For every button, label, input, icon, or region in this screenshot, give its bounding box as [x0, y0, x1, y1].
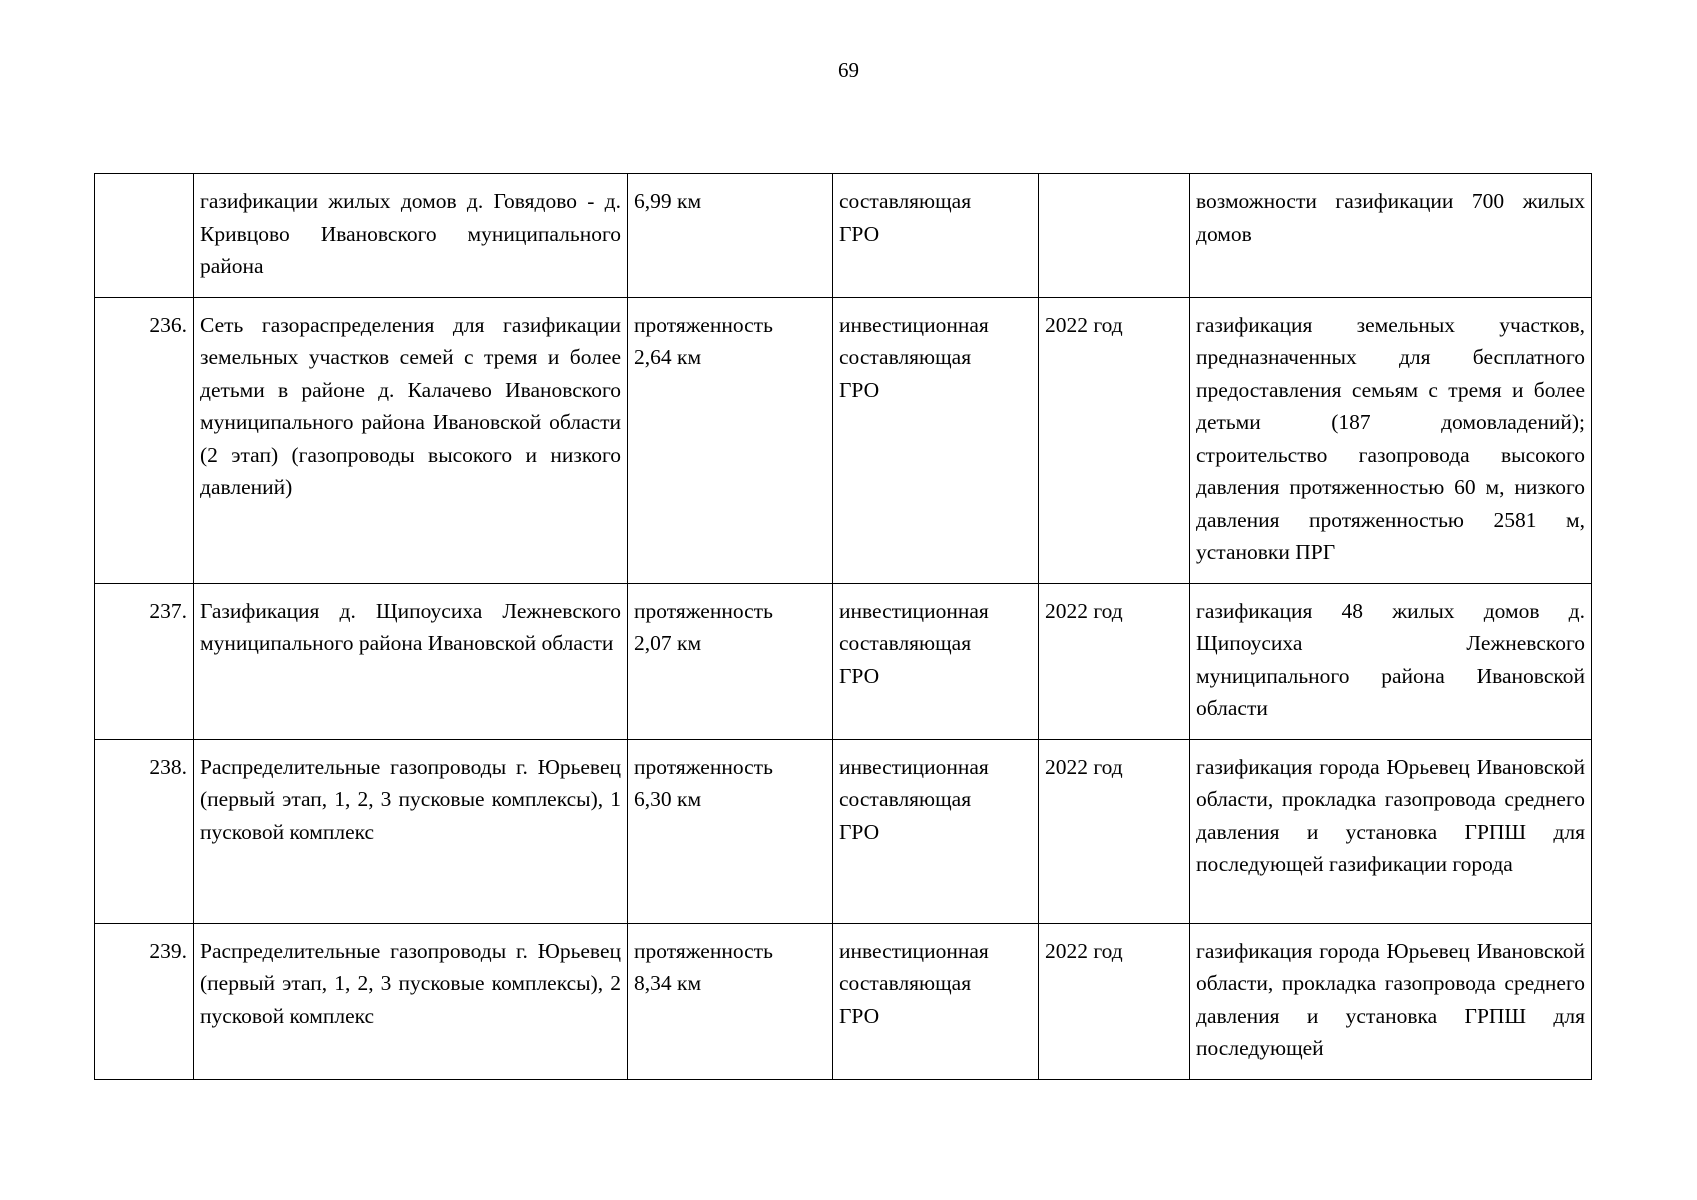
length-value: 2,64 км: [634, 345, 702, 369]
source-line: инвестиционная: [839, 598, 989, 623]
length-cell: [628, 583, 833, 739]
row-number-cell: 239.: [95, 923, 194, 1079]
table-row: [95, 174, 1592, 298]
length-label: протяженность: [634, 598, 773, 623]
source-line: составляющая: [839, 189, 972, 213]
source-line: ГРО: [839, 819, 880, 844]
length-label: протяженность: [634, 938, 773, 963]
result-cell: газификация 48 жилых домов д. Щипоусиха Лежневского муниципального района Ивановской области: [1190, 583, 1592, 739]
object-name-cell: Распределительные газопроводы г. Юрьевец (первый этап, 1, 2, 3 пусковые комплексы), 1 пусковой комплекс: [194, 739, 628, 923]
object-name-cell: Распределительные газопроводы г. Юрьевец (первый этап, 1, 2, 3 пусковые комплексы), 2 пусковой комплекс: [194, 923, 628, 1079]
length-cell: [628, 174, 833, 298]
source-line: ГРО: [839, 377, 880, 402]
source-line: составляющая: [839, 631, 972, 655]
source-line: инвестиционная: [839, 312, 989, 337]
page-number: 69: [838, 58, 859, 82]
source-line: инвестиционная: [839, 754, 989, 779]
funding-source-cell: [833, 739, 1039, 923]
object-name-cell: Газификация д. Щипоусиха Лежневского муниципального района Ивановской области: [194, 583, 628, 739]
funding-source-cell: [833, 923, 1039, 1079]
year-cell: 2022 год: [1039, 923, 1190, 1079]
funding-source-cell: [833, 583, 1039, 739]
table-row: [95, 297, 1592, 583]
row-number-cell: [95, 174, 194, 298]
length-label: протяженность: [634, 754, 773, 779]
length-value: 2,07 км: [634, 631, 702, 655]
source-line: ГРО: [839, 221, 880, 246]
source-line: ГРО: [839, 663, 880, 688]
length-cell: [628, 739, 833, 923]
year-cell: [1039, 174, 1190, 298]
length-value: 8,34 км: [634, 971, 702, 995]
funding-source-cell: [833, 174, 1039, 298]
result-cell: газификация земельных участков, предназначенных для бесплатного предоставления семьям с тремя и более детьми (187 домовладений); строительство газопровода высокого давления протяженностью 60 м, низкого давления протяженностью 2581 м, установки ПРГ: [1190, 297, 1592, 583]
year-cell: 2022 год: [1039, 297, 1190, 583]
object-name-cell: Сеть газораспределения для газификации земельных участков семей с тремя и более детьми в районе д. Калачево Ивановского муниципального района Ивановской области (2 этап) (газопроводы высокого и низкого давлений): [194, 297, 628, 583]
table-row: [95, 923, 1592, 1079]
source-line: составляющая: [839, 971, 972, 995]
year-cell: 2022 год: [1039, 739, 1190, 923]
length-label: протяженность: [634, 312, 773, 337]
object-name-cell: газификации жилых домов д. Говядово - д. Кривцово Ивановского муниципального района: [194, 174, 628, 298]
source-line: составляющая: [839, 345, 972, 369]
row-number-cell: 238.: [95, 739, 194, 923]
length-value: 6,30 км: [634, 787, 702, 811]
source-line: составляющая: [839, 787, 972, 811]
row-number-cell: 236.: [95, 297, 194, 583]
result-cell: возможности газификации 700 жилых домов: [1190, 174, 1592, 298]
table-row: [95, 583, 1592, 739]
result-cell: газификация города Юрьевец Ивановской области, прокладка газопровода среднего давления и установка ГРПШ для последующей: [1190, 923, 1592, 1079]
funding-source-cell: [833, 297, 1039, 583]
length-value: 6,99 км: [634, 189, 702, 213]
length-cell: [628, 923, 833, 1079]
year-cell: 2022 год: [1039, 583, 1190, 739]
result-cell: газификация города Юрьевец Ивановской области, прокладка газопровода среднего давления и установка ГРПШ для последующей газификации города: [1190, 739, 1592, 923]
length-cell: [628, 297, 833, 583]
source-line: ГРО: [839, 1003, 880, 1028]
gasification-table: [94, 173, 1592, 1080]
row-number-cell: 237.: [95, 583, 194, 739]
source-line: инвестиционная: [839, 938, 989, 963]
table-row: [95, 739, 1592, 923]
